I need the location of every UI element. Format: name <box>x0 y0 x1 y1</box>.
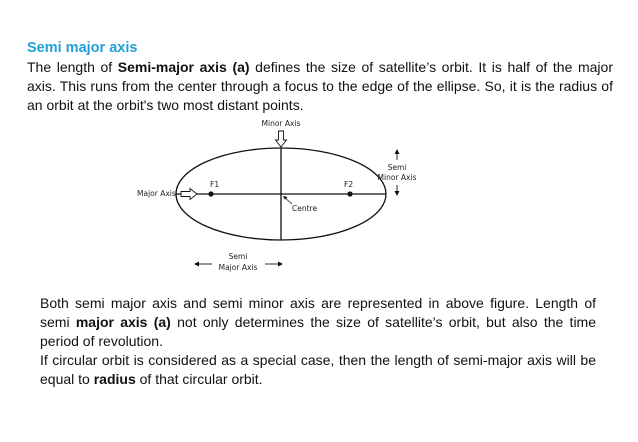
intro-text-2: defines the size of satellite’s orbit. It is half of the major axis. This runs from the center through a focus to the edge of the ellipse. So, it is the radius of an orbit at the orbit's two most distant points. <box>27 59 613 113</box>
explanation-paragraph-2 <box>40 351 596 389</box>
explanation-paragraph-1 <box>40 294 596 351</box>
semi-minor-up-arrow-head <box>395 149 400 154</box>
centre-label: Centre <box>292 204 318 213</box>
semi-minor-label-line1: Semi <box>387 163 407 172</box>
focus-f2-label: F2 <box>344 180 354 189</box>
intro-text-1: The length of <box>27 59 118 75</box>
focus-f2-dot <box>347 191 352 196</box>
major-axis-hollow-arrow <box>181 189 197 200</box>
semi-minor-label-line2: Minor Axis <box>377 173 417 182</box>
explanation-2-text-a: If circular orbit is considered as a special case, then the length of semi-major axis will be equal to <box>40 352 596 387</box>
minor-axis-hollow-arrow <box>276 131 287 147</box>
explanation-2-text-b: of that circular orbit. <box>135 371 263 387</box>
major-axis-label: Major Axis <box>137 189 176 198</box>
explanation-block <box>40 294 596 389</box>
explanation-1-bold: major axis (a) <box>75 314 171 330</box>
explanation-1-text-a: Both semi major axis and semi minor axis are represented in above figure. Length of semi <box>40 295 596 330</box>
explanation-2-bold: radius <box>93 371 136 387</box>
semi-major-right-arrow-head <box>278 262 283 267</box>
intro-bold-term: Semi-major axis (a) <box>117 59 250 75</box>
semi-major-label-line2: Major Axis <box>218 263 258 272</box>
semi-major-left-arrow-head <box>194 262 199 267</box>
explanation-1-text-b: not only determines the size of satellite’s orbit, but also the time period of revolution. <box>40 314 596 349</box>
minor-axis-label: Minor Axis <box>261 119 301 128</box>
semi-minor-down-arrow-head <box>395 191 400 196</box>
focus-f1-label: F1 <box>210 180 220 189</box>
semi-major-label-line1: Semi <box>228 252 248 261</box>
section-heading: Semi major axis <box>27 40 138 56</box>
focus-f1-dot <box>208 191 213 196</box>
